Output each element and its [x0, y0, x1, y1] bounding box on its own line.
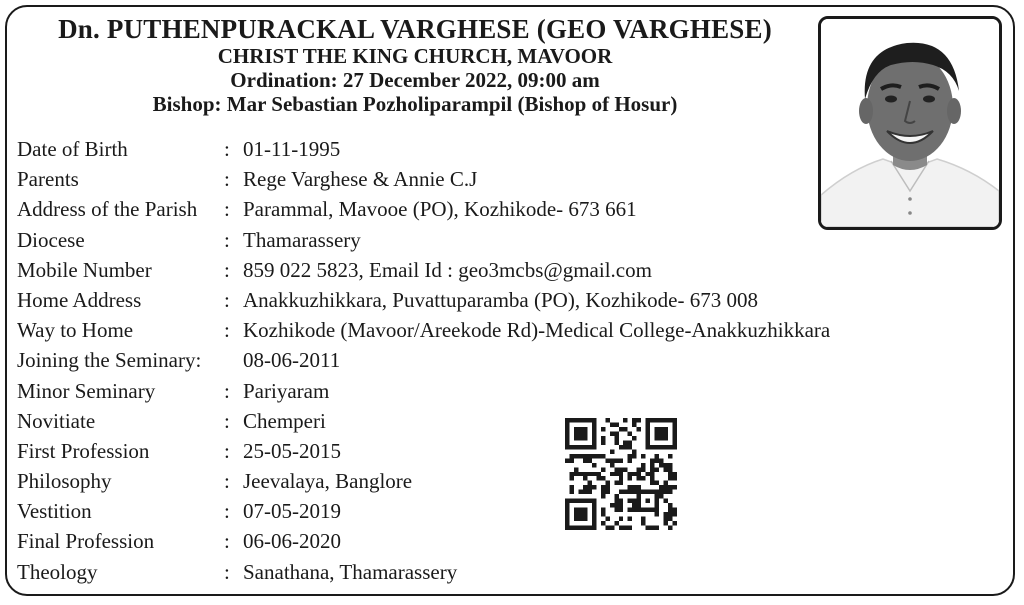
row-separator: :	[224, 227, 230, 252]
row-value: Chemperi	[243, 408, 326, 433]
row-separator: :	[224, 529, 230, 554]
row-separator: :	[224, 408, 230, 433]
row-label: Theology	[17, 559, 98, 584]
row-separator: :	[224, 137, 230, 161]
row-label: Diocese	[17, 227, 85, 252]
row-label: Mobile Number	[17, 257, 152, 282]
row-separator: :	[224, 378, 230, 403]
row-label: Address of the Parish	[17, 197, 198, 222]
row-value: Thamarassery	[243, 227, 361, 252]
row-label: Parents	[17, 167, 79, 192]
row-label: Home Address	[17, 287, 142, 312]
row-separator: :	[224, 559, 230, 584]
row-separator: :	[224, 318, 230, 343]
qr-code[interactable]	[565, 418, 677, 530]
row-label: Date of Birth	[17, 137, 128, 161]
church-name: CHRIST THE KING CHURCH, MAVOOR	[217, 44, 613, 68]
row-value: 07-05-2019	[243, 499, 341, 524]
row-label: First Profession	[17, 438, 150, 463]
header	[0, 14, 830, 116]
row-value: 06-06-2020	[243, 529, 341, 554]
row-value: Pariyaram	[243, 378, 330, 403]
row-value: Rege Varghese & Annie C.J	[243, 167, 478, 192]
row-label: Way to Home	[17, 318, 134, 343]
row-separator: :	[224, 438, 230, 463]
row-separator: :	[224, 287, 230, 312]
row-separator: :	[224, 469, 230, 494]
row-value: Parammal, Mavooe (PO), Kozhikode- 673 661	[243, 197, 637, 222]
row-value: Jeevalaya, Banglore	[243, 469, 413, 494]
row-label: Final Profession	[17, 529, 155, 554]
row-value: Anakkuzhikkara, Puvattuparamba (PO), Kozhikode- 673 008	[243, 287, 758, 312]
row-separator: :	[224, 499, 230, 524]
bishop-info: Bishop: Mar Sebastian Pozholiparampil (Bishop of Hosur)	[152, 92, 678, 116]
row-label: Joining the Seminary:	[17, 348, 202, 373]
row-value: 859 022 5823, Email Id : geo3mcbs@gmail.com	[243, 257, 652, 282]
candidate-name: Dn. PUTHENPURACKAL VARGHESE (GEO VARGHESE)	[58, 14, 772, 44]
qr-code-icon	[565, 418, 677, 530]
row-value: 01-11-1995	[243, 137, 341, 161]
row-value: Sanathana, Thamarassery	[243, 559, 458, 584]
row-label: Vestition	[17, 499, 92, 524]
row-label: Novitiate	[17, 408, 96, 433]
portrait-photo	[818, 16, 1002, 230]
row-value: 25-05-2015	[243, 438, 341, 463]
row-value: 08-06-2011	[243, 348, 341, 373]
row-separator: :	[224, 197, 230, 222]
row-label: Minor Seminary	[17, 378, 156, 403]
ordination-info: Ordination: 27 December 2022, 09:00 am	[230, 68, 600, 92]
portrait-photo-icon	[821, 19, 999, 227]
row-value: Kozhikode (Mavoor/Areekode Rd)-Medical College-Anakkuzhikkara	[243, 318, 831, 343]
row-separator: :	[224, 167, 230, 192]
row-label: Philosophy	[17, 469, 112, 494]
row-separator: :	[224, 257, 230, 282]
